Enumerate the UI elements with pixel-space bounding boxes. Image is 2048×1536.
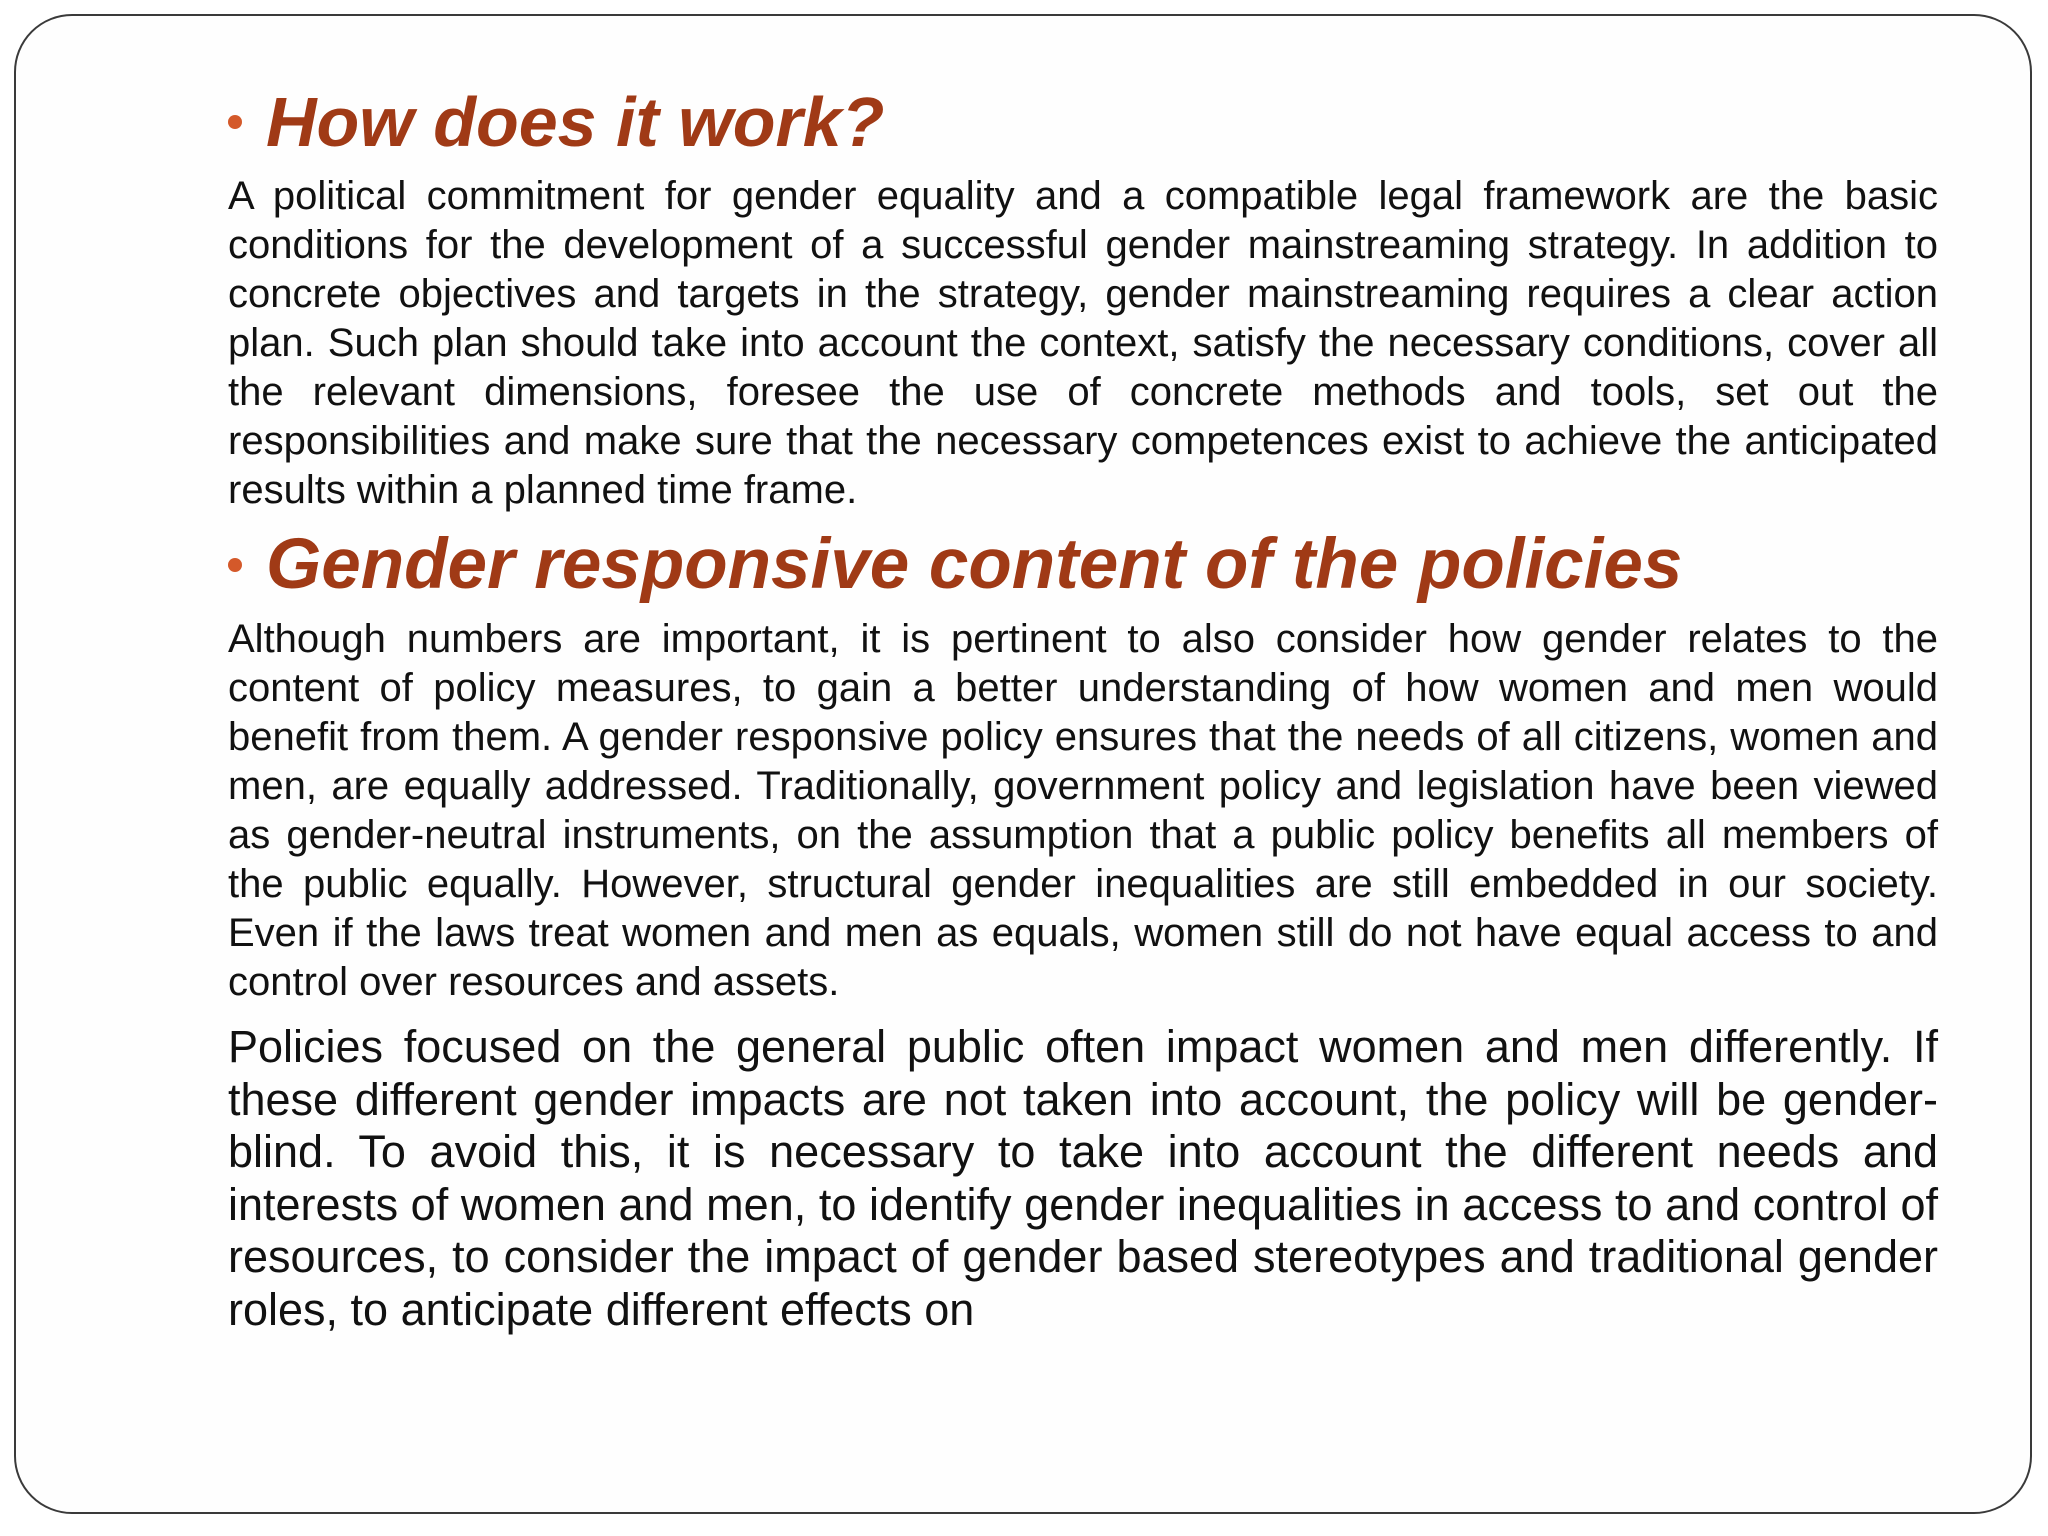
section-heading-gender-responsive: [228, 521, 1938, 609]
heading-text: How does it work?: [266, 83, 885, 161]
paragraph-how-it-works: A political commitment for gender equality and a compatible legal framework are the basic conditions for the development of a successful gender mainstreaming strategy. In addition to concrete objectives and targets in the strategy, gender mainstreaming requires a clear action plan. Such plan should take into account the context, satisfy the necessary conditions, cover all the relevant dimensions, foresee the use of concrete methods and tools, set out the responsibilities and make sure that the necessary competences exist to achieve the anticipated results within a planned time frame.: [228, 174, 1938, 512]
heading-text: Gender responsive content of the policies: [266, 525, 1683, 604]
paragraph-gender-responsive: Although numbers are important, it is pertinent to also consider how gender relates to the content of policy measures, to gain a better understanding of how women and men would benefit from them. A gender responsive policy ensures that the needs of all citizens, women and men, are equally addressed. Traditionally, government policy and legislation have been viewed as gender-neutral instruments, on the assumption that a public policy benefits all members of the public equally. However, structural gender inequalities are still embedded in our society. Even if the laws treat women and men as equals, women still do not have equal access to and control over resources and assets.: [228, 617, 1938, 1004]
bullet-icon: [228, 558, 242, 572]
slide: [14, 14, 2032, 1514]
bullet-icon: [228, 115, 242, 129]
paragraph-policies-focused: Policies focused on the general public often impact women and men differently. If these different gender impacts are not taken into account, the policy will be gender-blind. To avoid this, it is necessary to take into account the different needs and interests of women and men, to identify gender inequalities in access to and control of resources, to consider the impact of gender based stereotypes and traditional gender roles, to anticipate different effects on: [228, 1021, 1938, 1335]
slide-content: [228, 78, 1938, 1336]
section-heading-how-it-works: [228, 78, 1938, 166]
